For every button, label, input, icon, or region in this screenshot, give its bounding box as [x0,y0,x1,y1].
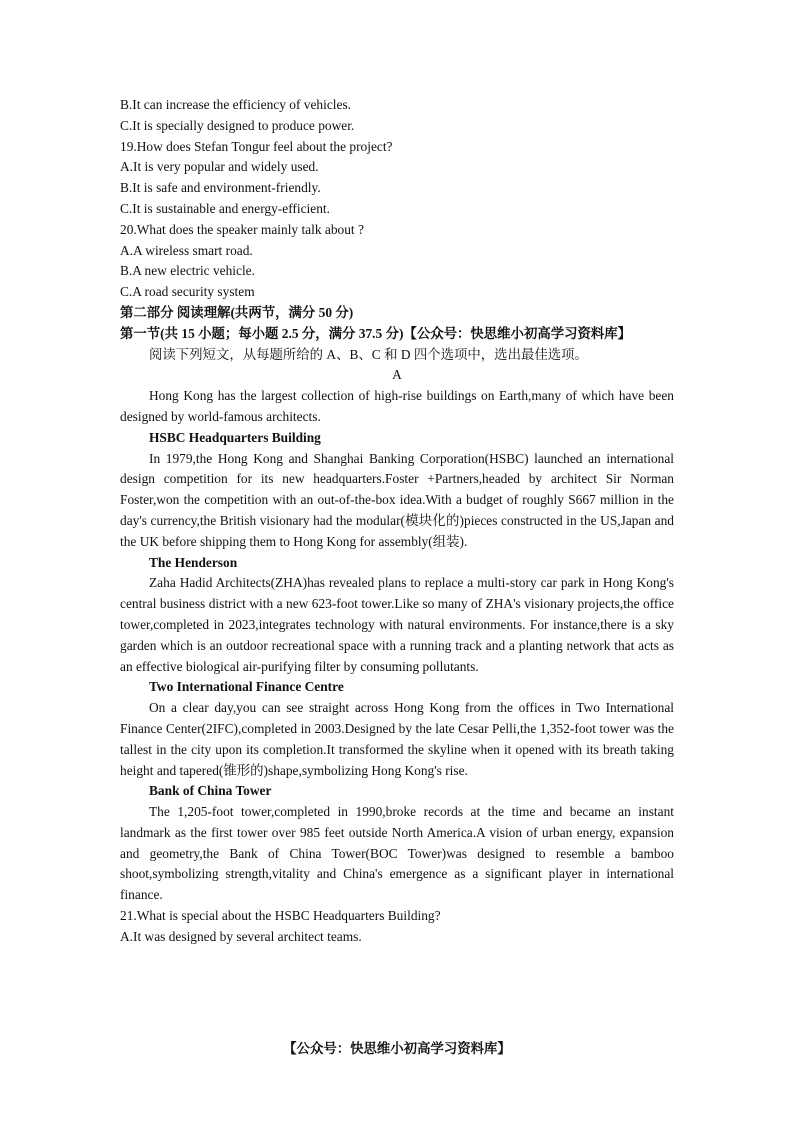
passage-label: A [392,367,402,383]
option-20c: C.A road security system [120,284,255,300]
option-19b: B.It is safe and environment-friendly. [120,180,321,196]
section1-title: 第一节(共 15 小题；每小题 2.5 分，满分 37.5 分)【公众号：快思维小初高学习资料库】 [120,325,632,341]
footer-watermark: 【公众号：快思维小初高学习资料库】 [283,1041,511,1056]
section-body-hsbc: In 1979,the Hong Kong and Shanghai Banking Corporation(HSBC) launched an international design competition for its new headquarters.Foster +Partners,headed by architect Sir Norman Foster,won the competition with an out-of-the-box idea.With a budget of roughly S667 million in the day's currency,the British visionary had the modular(模块化的)pieces constructed in the US,Japan and the UK before shipping them to Hong Kong for assembly(组装). [120,450,674,549]
option-20b: B.A new electric vehicle. [120,263,255,279]
question-20: 20.What does the speaker mainly talk about ? [120,221,364,237]
option-19c: C.It is sustainable and energy-efficient. [120,200,330,216]
section-heading-boc: Bank of China Tower [149,783,272,799]
section-body-2ifc: On a clear day,you can see straight across Hong Kong from the offices in Two International Finance Center(2IFC),completed in 2003.Designed by the late Cesar Pelli,the 1,352-foot tower was the tallest in the city upon its completion.It transformed the skyline when it opened with its breath taking height and tapered(锥形的)shape,symbolizing Hong Kong's rise. [120,700,674,778]
instructions: 阅读下列短文，从每题所给的 A、B、C 和 D 四个选项中，选出最佳选项。 [149,346,588,362]
option-19a: A.It is very popular and widely used. [120,159,319,175]
option-20a: A.A wireless smart road. [120,242,253,258]
question-19: 19.How does Stefan Tongur feel about the project? [120,138,393,154]
option-21a: A.It was designed by several architect teams. [120,928,362,944]
section-heading-2ifc: Two International Finance Centre [149,679,344,695]
section-heading-hsbc: HSBC Headquarters Building [149,429,321,445]
section-body-boc: The 1,205-foot tower,completed in 1990,broke records at the time and became an instant landmark as the first tower over 985 feet outside North America.A vision of urban energy, expansion and geometry,the Bank of China Tower(BOC Tower)was designed to resemble a bamboo shoot,symbolizing strength,vitality and China's emergence as a significant player in international finance. [120,804,674,903]
section-heading-henderson: The Henderson [149,554,238,570]
part2-title: 第二部分 阅读理解(共两节，满分 50 分) [120,304,354,320]
section-body-henderson: Zaha Hadid Architects(ZHA)has revealed plans to replace a multi-story car park in Hong Kong's central business district with a new 623-foot tower.Like so many of ZHA's visionary projects,the office tower,completed in 2023,integrates technology with natural environments. For instance,there is a sky garden which is an outdoor recreational space with a running track and a planting network that acts as an effective biological air-purifying filter by consuming pollutants. [120,575,674,674]
passage-intro: Hong Kong has the largest collection of high-rise buildings on Earth,many of which have been designed by world-famous architects. [120,388,674,424]
question-21: 21.What is special about the HSBC Headquarters Building? [120,908,441,924]
option-18b: B.It can increase the efficiency of vehicles. [120,97,352,112]
option-18c: C.It is specially designed to produce power. [120,117,355,133]
document-page [120,95,674,948]
